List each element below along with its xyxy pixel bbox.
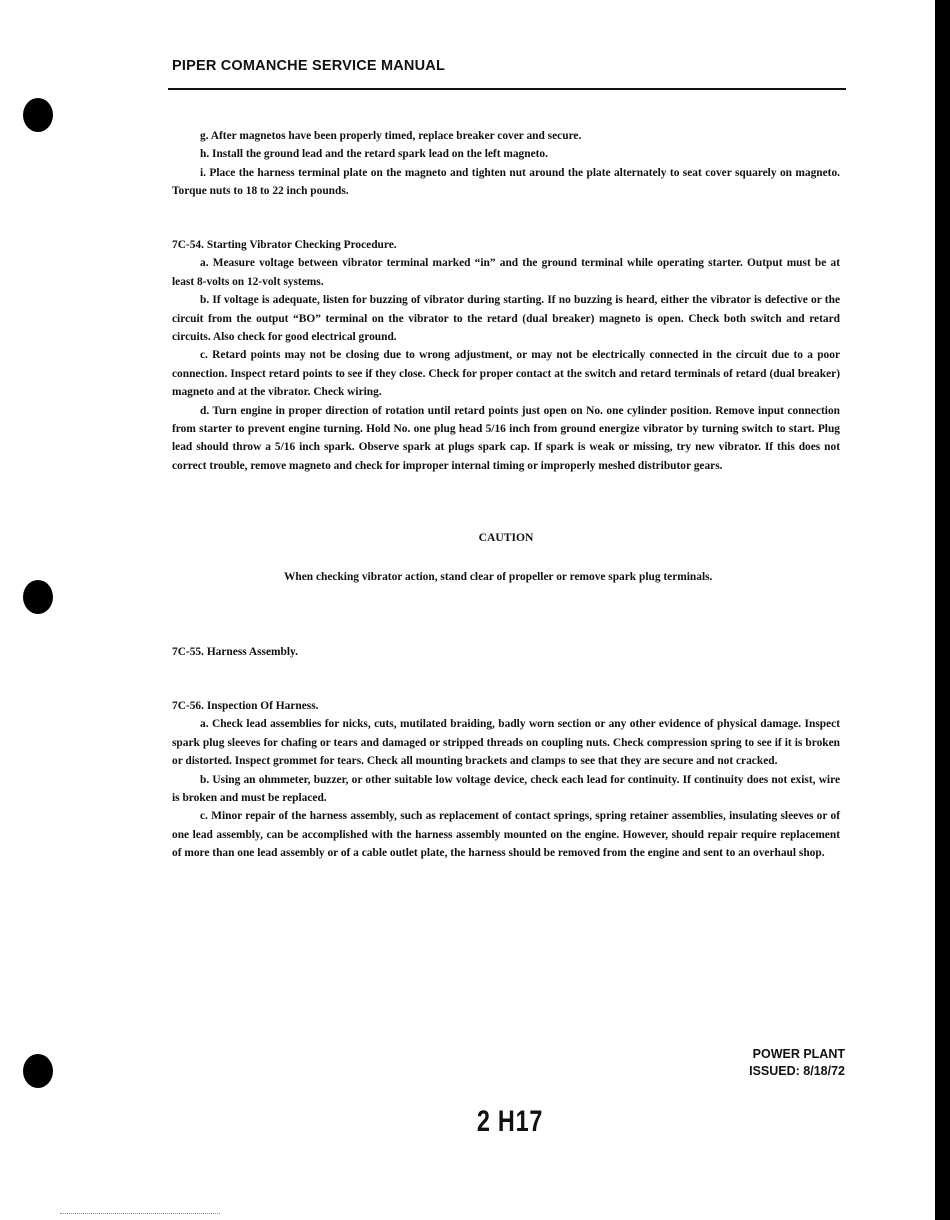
caution-text: When checking vibrator action, stand clear of propeller or remove spark plug terminals.: [284, 571, 713, 583]
paragraph: g. After magnetos have been properly timed, replace breaker cover and secure.: [200, 130, 582, 142]
manual-title: PIPER COMANCHE SERVICE MANUAL: [172, 58, 446, 74]
paragraph: a. Measure voltage between vibrator terminal marked “in” and the ground terminal while operating starter. Output must be at least 8-volts on 12-volt systems.: [172, 257, 840, 288]
paragraph: b. If voltage is adequate, listen for buzzing of vibrator during starting. If no buzzing is heard, either the vibrator is defective or the circuit from the output “BO” terminal on the vibrator to the retard (dual breaker) magneto is open. Check both switch and retard circuits. Also check for good electrical ground.: [172, 294, 840, 344]
section-title: Harness Assembly.: [206, 646, 298, 658]
section-number: 7C-54.: [172, 239, 204, 251]
caution-title: CAUTION: [478, 531, 534, 544]
footer-section: POWER PLANT: [752, 1047, 845, 1061]
paragraph: c. Retard points may not be closing due to wrong adjustment, or may not be electrically connected in the circuit due to a poor connection. Inspect retard points to see if they close. Check for proper contact at the switch and retard terminals of retard (dual breaker) magneto and at the vibrator. Check wiring.: [172, 349, 840, 399]
scan-edge-border: [935, 0, 950, 1220]
paragraph: b. Using an ohmmeter, buzzer, or other suitable low voltage device, check each lead for continuity. If continuity does not exist, wire is broken and must be replaced.: [172, 773, 840, 805]
section-top: [172, 127, 840, 201]
paragraph: c. Minor repair of the harness assembly, such as replacement of contact springs, spring retainer assemblies, insulating sleeves or of one lead assembly, can be accomplished with the harness assembly mounted on the engine. However, should repair require replacement of more than one lead assembly or of a cable outlet plate, the harness should be removed from the engine and sent to an overhaul shop.: [172, 810, 840, 860]
paragraph: a. Check lead assemblies for nicks, cuts, mutilated braiding, badly worn section or any other evidence of physical damage. Inspect spark plug sleeves for chafing or tears and damaged or stripped threads on coupling nuts. Check compression spring to see if it is broken or distorted. Inspect grommet for tears. Check all mounting brackets and clamps to see that they are secure and not cracked.: [172, 718, 840, 768]
binder-hole: [23, 1054, 53, 1088]
section-number: 7C-55.: [172, 646, 204, 658]
footer-issued: ISSUED: 8/18/72: [749, 1064, 845, 1078]
paragraph: h. Install the ground lead and the retard spark lead on the left magneto.: [200, 148, 548, 161]
paragraph: i. Place the harness terminal plate on the magneto and tighten nut around the plate alternately to seat cover squarely on magneto. Torque nuts to 18 to 22 inch pounds.: [172, 166, 840, 198]
footer-info: [700, 1046, 845, 1080]
section-title: Starting Vibrator Checking Procedure.: [206, 239, 397, 251]
page-code: 2 H17: [476, 1105, 544, 1138]
section-7c-55: [172, 643, 840, 661]
section-7c-56: [172, 697, 840, 863]
paragraph: d. Turn engine in proper direction of rotation until retard points just open on No. one cylinder position. Remove input connection from starter to prevent engine turning. Hold No. one plug head 5/16 inch from ground energize vibrator by turning switch to start. Plug lead should throw a 5/16 inch spark. Observe spark at plugs spark cap. If spark is weak or missing, try new vibrator. If this does not correct trouble, remove magneto and check for improper internal timing or improperly meshed distributor gears.: [172, 404, 840, 472]
section-heading: [172, 697, 840, 715]
scan-artifact-line: [60, 1213, 220, 1215]
section-heading: [172, 643, 840, 661]
section-number: 7C-56.: [172, 700, 204, 712]
binder-hole: [23, 98, 53, 132]
section-7c-54: [172, 236, 840, 475]
binder-hole: [23, 580, 53, 614]
section-heading: [172, 236, 840, 254]
section-title: Inspection Of Harness.: [206, 700, 319, 712]
header-rule: [168, 88, 846, 90]
